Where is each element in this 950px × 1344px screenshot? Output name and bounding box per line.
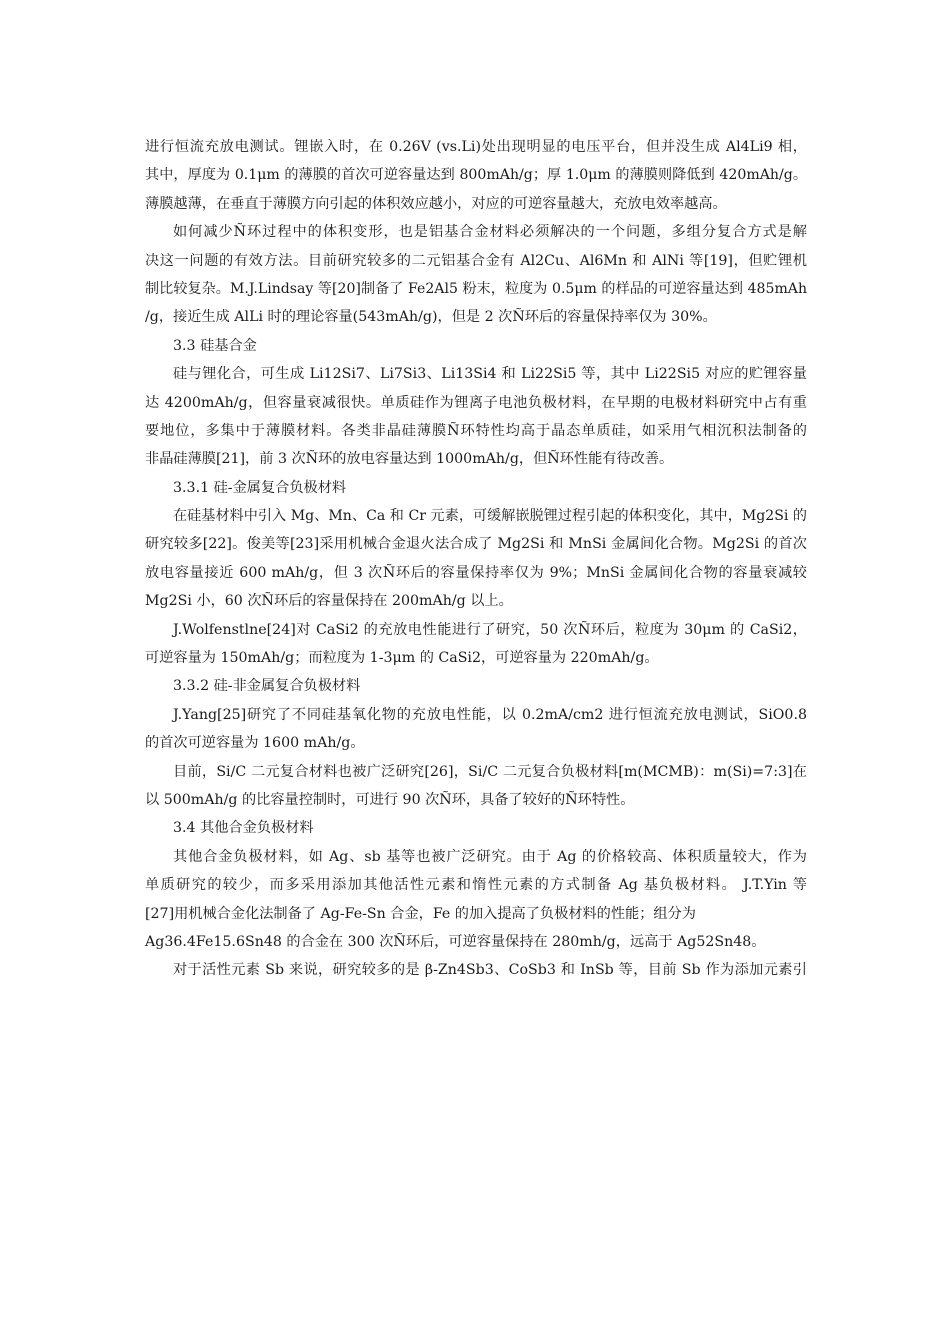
text-line: 研究较多[22]。俊美等[23]采用机械合金退火法合成了 Mg2Si 和 MnSi 金属间化合物。Mg2Si 的首次	[145, 536, 807, 553]
text-line: 进行恒流充放电测试。锂嵌入时，在 0.26V (vs.Li)处出现明显的电压平台，但并没生成 Al4Li9 相，	[145, 139, 807, 155]
text-line: /g，接近生成 AlLi 时的理论容量(543mAh/g)，但是 2 次Ñ环后的容量保持率仅为 30%。	[145, 309, 717, 326]
section-heading: 3.3.1 硅-金属复合负极材料	[173, 479, 347, 496]
text-line: 薄膜越薄，在垂直于薄膜方向引起的体积效应越小，对应的可逆容量越大，充放电效率越高。	[145, 195, 727, 212]
text-line: 以 500mAh/g 的比容量控制时，可进行 90 次Ñ环，具备了较好的Ñ环特性。	[145, 791, 635, 808]
text-line: Ag36.4Fe15.6Sn48 的合金在 300 次Ñ环后，可逆容量保持在 280mh/g，远高于 Ag52Sn48。	[145, 933, 766, 950]
text-line: [27]用机械合金化法制备了 Ag-Fe-Sn 合金，Fe 的加入提高了负极材料的性能；组分为	[145, 905, 696, 922]
text-line: J.Wolfenstlne[24]对 CaSi2 的充放电性能进行了研究，50 次Ñ环后，粒度为 30μm 的 CaSi2，	[173, 621, 807, 638]
text-line: 在硅基材料中引入 Mg、Mn、Ca 和 Cr 元素，可缓解嵌脱锂过程引起的体积变化，其中，Mg2Si 的	[173, 508, 807, 525]
text-line: Mg2Si 小，60 次Ñ环后的容量保持在 200mAh/g 以上。	[145, 593, 513, 610]
text-line: 的首次可逆容量为 1600 mAh/g。	[145, 735, 365, 752]
text-line: 其他合金负极材料，如 Ag、sb 基等也被广泛研究。由于 Ag 的价格较高、体积质量较大，作为	[173, 848, 807, 865]
document-body	[145, 133, 807, 985]
text-line: 要地位，多集中于薄膜材料。各类非晶硅薄膜Ñ环特性均高于晶态单质硅，如采用气相沉积法制备的	[145, 422, 807, 439]
text-line: 硅与锂化合，可生成 Li12Si7、Li7Si3、Li13Si4 和 Li22Si5 等，其中 Li22Si5 对应的贮锂容量	[173, 366, 807, 383]
section-heading: 3.3.2 硅-非金属复合负极材料	[173, 678, 361, 695]
text-line: 目前，Si/C 二元复合材料也被广泛研究[26]，Si/C 二元复合负极材料[m(MCMB)：m(Si)=7:3]在	[173, 763, 807, 780]
section-heading: 3.3 硅基合金	[173, 337, 257, 354]
text-line: 放电容量接近 600 mAh/g，但 3 次Ñ环后的容量保持率仅为 9%；MnSi 金属间化合物的容量衰减较	[145, 564, 807, 581]
text-line: 制比较复杂。M.J.Lindsay 等[20]制备了 Fe2Al5 粉末，粒度为 0.5μm 的样品的可逆容量达到 485mAh	[145, 280, 807, 297]
text-line: 非晶硅薄膜[21]，前 3 次Ñ环的放电容量达到 1000mAh/g，但Ñ环性能有待改善。	[145, 451, 674, 468]
text-line: 对于活性元素 Sb 来说，研究较多的是 β-Zn4Sb3、CoSb3 和 InSb 等，目前 Sb 作为添加元素引	[173, 962, 807, 979]
text-line: J.Yang[25]研究了不同硅基氧化物的充放电性能，以 0.2mA/cm2 进行恒流充放电测试，SiO0.8	[173, 706, 807, 723]
text-line: 决这一问题的有效方法。目前研究较多的二元铝基合金有 Al2Cu、Al6Mn 和 AlNi 等[19]，但贮锂机	[145, 252, 807, 269]
text-line: 可逆容量为 150mAh/g；而粒度为 1-3μm 的 CaSi2，可逆容量为 220mAh/g。	[145, 650, 659, 667]
text-line: 其中，厚度为 0.1μm 的薄膜的首次可逆容量达到 800mAh/g；厚 1.0μm 的薄膜则降低到 420mAh/g。	[145, 167, 807, 184]
text-line: 达 4200mAh/g，但容量衰减很快。单质硅作为锂离子电池负极材料，在早期的电极材料研究中占有重	[145, 394, 807, 411]
text-line: 如何减少Ñ环过程中的体积变形，也是铝基合金材料必须解决的一个问题，多组分复合方式是解	[173, 224, 807, 241]
text-line: 单质研究的较少，而多采用添加其他活性元素和惰性元素的方式制备 Ag 基负极材料。 J.T.Yin 等	[145, 877, 807, 894]
section-heading: 3.4 其他合金负极材料	[173, 820, 314, 837]
